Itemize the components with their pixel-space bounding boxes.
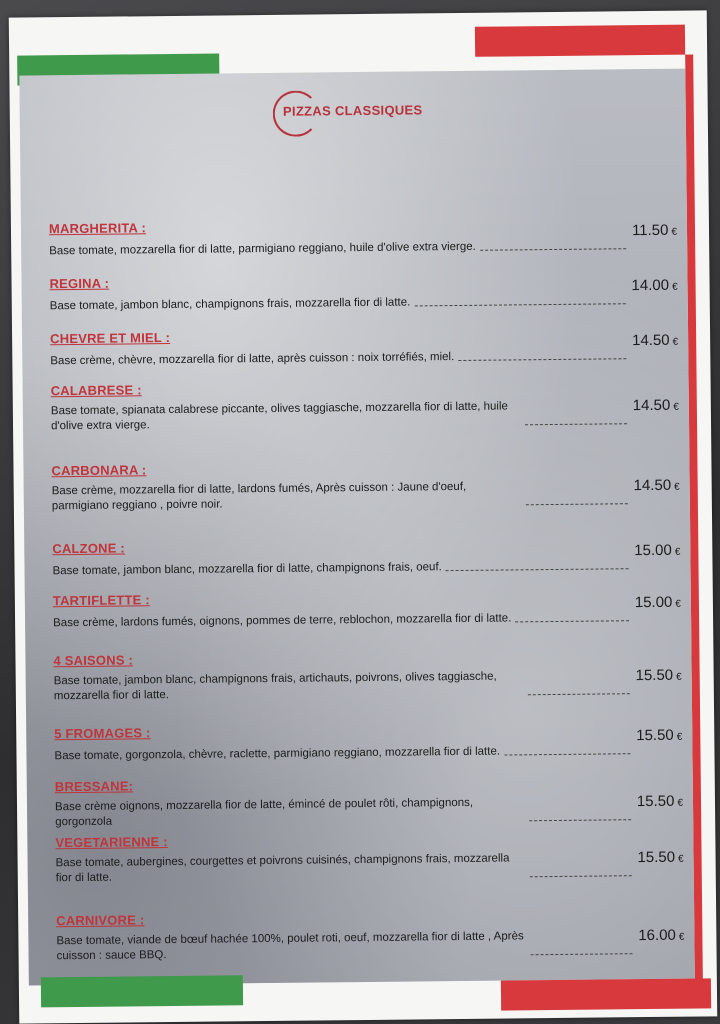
pizza-description: Base tomate, viande de bœuf hachée 100%, poulet roti, oeuf, mozzarella fior di latte , Après cuisson : sauce BBQ.: [56, 930, 524, 963]
pizza-name: 5 FROMAGES :: [54, 725, 151, 742]
dotted-leader: [528, 693, 630, 695]
pizza-name: CARNIVORE :: [56, 912, 145, 929]
menu-header: [20, 99, 686, 124]
currency-symbol: €: [671, 281, 678, 293]
currency-symbol: €: [676, 731, 683, 743]
pizza-price-group: [632, 222, 677, 239]
menu-sheet: [9, 10, 717, 1023]
pizza-description: Base tomate, mozzarella fior di latte, parmigiano reggiano, huile d'olive extra vierge.: [49, 240, 476, 258]
pizza-description: Base tomate, gorgonzola, chèvre, raclette, parmigiano reggiano, mozzarella fior di latte.: [54, 745, 501, 763]
menu-item: [50, 324, 680, 370]
dotted-leader: [515, 620, 629, 622]
menu-item: [53, 646, 684, 705]
pizza-price: 11.50: [631, 221, 669, 240]
currency-symbol: €: [673, 401, 679, 413]
pizza-description-row: [55, 794, 685, 831]
pizza-name: VEGETARIENNE :: [55, 834, 168, 851]
pizza-description-row: [56, 850, 686, 887]
menu-item: [51, 456, 682, 515]
pizza-name: CALABRESE :: [50, 382, 142, 399]
menu-item: [49, 269, 679, 315]
currency-symbol: €: [678, 931, 685, 943]
pizza-price: 14.50: [632, 396, 671, 415]
pizza-price: 14.00: [631, 276, 670, 295]
pizza-description: Base crème oignons, mozzarella fior de latte, émincé de poulet rôti, champignons, gorgonzola: [54, 796, 474, 829]
pizza-name: CHEVRE ET MIEL :: [50, 330, 171, 347]
pizza-description: Base tomate, aubergines, courgettes et poivrons cuisinés, champignons frais, mozzarella fior di latte.: [55, 852, 510, 885]
currency-symbol: €: [677, 797, 684, 809]
menu-item: [49, 214, 679, 260]
menu-item: [55, 772, 686, 831]
dotted-leader: [529, 819, 631, 821]
pizza-price-group: [632, 332, 678, 349]
menu-item: [56, 906, 687, 965]
currency-symbol: €: [672, 336, 679, 348]
pizza-price-group: [633, 477, 679, 494]
pizza-description: Base tomate, spianata calabrese piccante, olives taggiasche, mozzarella fior di latte, huile d'olive extra vierge.: [50, 400, 508, 433]
menu-item: [52, 534, 682, 580]
dotted-leader: [480, 248, 626, 251]
menu-item: [51, 376, 682, 435]
pizza-description: Base tomate, jambon blanc, champignons frais, artichauts, poivrons, olives taggiasche, mozzarella fior di latte.: [53, 670, 497, 703]
pizza-price-group: [637, 849, 683, 866]
pizza-name: CARBONARA :: [51, 462, 147, 479]
pizza-name: CALZONE :: [52, 540, 125, 557]
pizza-price-group: [635, 594, 681, 611]
pizza-price: 16.00: [638, 926, 676, 945]
pizza-name: MARGHERITA :: [48, 220, 147, 237]
page-title: PIZZAS CLASSIQUES: [282, 102, 423, 119]
currency-symbol: €: [676, 671, 682, 683]
pizza-name: 4 SAISONS :: [53, 652, 134, 669]
pizza-price-group: [633, 397, 679, 414]
flag-red-top: [475, 25, 685, 57]
pizza-description: Base tomate, jambon blanc, mozzarella fior di latte, champignons frais, oeuf.: [52, 561, 442, 578]
pizza-price-group: [635, 667, 681, 684]
logo: [275, 101, 431, 121]
dotted-leader: [525, 423, 627, 425]
pizza-description: Base crème, chèvre, mozzarella fior di latte, après cuisson : noix torréfiés, miel.: [50, 351, 455, 368]
pizza-price: 15.00: [634, 541, 672, 560]
pizza-description-row: [52, 478, 682, 515]
menu-item: [55, 828, 686, 887]
dotted-leader: [531, 953, 633, 955]
pizza-price-group: [638, 927, 684, 944]
pizza-description: Base tomate, jambon blanc, champignons frais, mozzarella fior di latte.: [49, 296, 411, 313]
pizza-price: 15.00: [634, 593, 673, 612]
pizza-description: Base crème, mozzarella fior di latte, lardons fumés, Après cuisson : Jaune d'oeuf, parmigiano reggiano , poivre noir.: [51, 480, 467, 513]
menu-item: [54, 719, 684, 765]
dotted-leader: [526, 503, 628, 505]
menu-item: [53, 586, 683, 632]
flag-red-bottom: [501, 978, 711, 1010]
pizza-price-group: [636, 727, 682, 744]
flag-green-bottom: [41, 975, 243, 1007]
pizza-price-group: [631, 277, 677, 294]
currency-symbol: €: [674, 481, 680, 493]
pizza-price: 14.50: [633, 476, 672, 495]
dotted-leader: [414, 303, 625, 306]
pizza-name: TARTIFLETTE :: [52, 592, 150, 609]
dotted-leader: [530, 875, 632, 877]
currency-symbol: €: [671, 226, 678, 238]
pizza-price: 15.50: [637, 848, 676, 867]
currency-symbol: €: [674, 546, 681, 558]
pizza-description: Base crème, lardons fumés, oignons, pommes de terre, reblochon, mozzarella fior di latte.: [53, 612, 512, 630]
pizza-price: 15.50: [636, 726, 674, 745]
pizza-price: 14.50: [631, 331, 670, 350]
dotted-leader: [504, 753, 630, 755]
pizza-description-row: [56, 928, 686, 965]
dotted-leader: [458, 358, 626, 361]
pizza-price-group: [637, 793, 683, 810]
pizza-name: BRESSANE:: [54, 778, 134, 795]
pizza-price: 15.50: [636, 792, 675, 811]
pizza-list: [48, 214, 685, 963]
menu-board: [19, 69, 694, 986]
dotted-leader: [446, 568, 629, 571]
pizza-price: 15.50: [635, 666, 674, 685]
currency-symbol: €: [677, 853, 684, 865]
currency-symbol: €: [675, 598, 681, 610]
pizza-price-group: [634, 542, 680, 559]
pizza-name: REGINA :: [49, 275, 110, 292]
pizza-description-row: [54, 668, 684, 705]
pizza-description-row: [51, 398, 681, 435]
